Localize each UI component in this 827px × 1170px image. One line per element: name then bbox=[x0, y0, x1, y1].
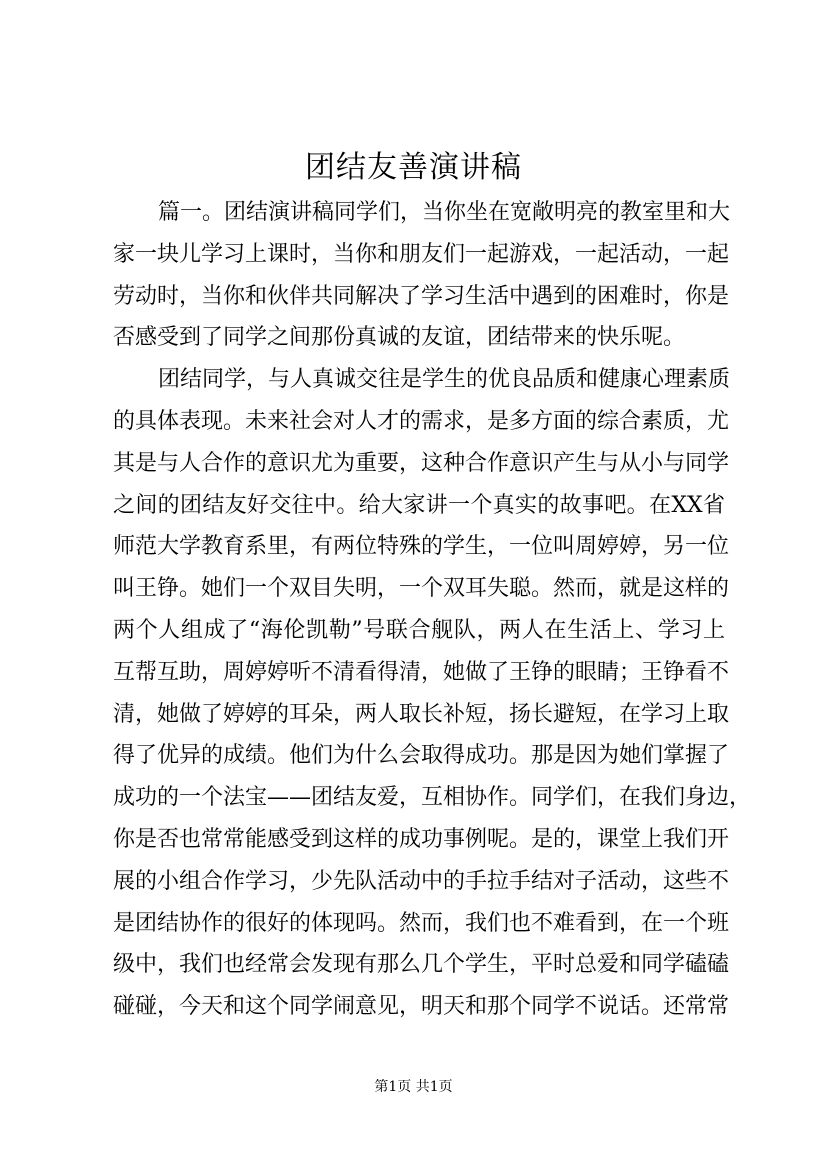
text-line: 劳动时，当你和伙伴共同解决了学习生活中遇到的困难时，你是 bbox=[113, 283, 730, 309]
page-footer: 第1页 共1页 bbox=[374, 1079, 453, 1095]
text-line: 得了优异的成绩。他们为什么会取得成功。那是因为她们掌握了 bbox=[113, 743, 730, 769]
text-line: 之间的团结友好交往中。给大家讲一个真实的故事吧。在XX省 bbox=[113, 492, 725, 518]
text-line: 师范大学教育系里，有两位特殊的学生，一位叫周婷婷，另一位 bbox=[113, 534, 730, 560]
text-line: 展的小组合作学习，少先队活动中的手拉手结对子活动，这些不 bbox=[113, 868, 730, 894]
text-line: 碰碰，今天和这个同学闹意见，明天和那个同学不说话。还常常 bbox=[113, 994, 730, 1020]
text-line: 团结同学，与人真诚交往是学生的优良品质和健康心理素质 bbox=[158, 367, 731, 393]
text-line: 你是否也常常能感受到这样的成功事例呢。是的，课堂上我们开 bbox=[113, 826, 730, 852]
text-line: 两个人组成了“海伦凯勒”号联合舰队，两人在生活上、学习上 bbox=[113, 617, 725, 643]
text-line: 其是与人合作的意识尤为重要，这种合作意识产生与从小与同学 bbox=[113, 450, 730, 476]
text-line: 清，她做了婷婷的耳朵，两人取长补短，扬长避短，在学习上取 bbox=[113, 701, 730, 727]
text-line: 互帮互助，周婷婷听不清看得清，她做了王铮的眼睛；王铮看不 bbox=[113, 659, 730, 685]
text-line: 的具体表现。未来社会对人才的需求，是多方面的综合素质，尤 bbox=[113, 408, 730, 434]
text-line: 是团结协作的很好的体现吗。然而，我们也不难看到，在一个班 bbox=[113, 910, 730, 936]
text-line: 级中，我们也经常会发现有那么几个学生，平时总爱和同学磕磕 bbox=[113, 952, 730, 978]
text-line: 家一块儿学习上课时，当你和朋友们一起游戏，一起活动，一起 bbox=[113, 241, 730, 267]
text-line: 篇一。团结演讲稿同学们，当你坐在宽敞明亮的教室里和大 bbox=[158, 200, 731, 225]
document-body bbox=[113, 192, 752, 1028]
document-title: 团结友善演讲稿 bbox=[305, 150, 522, 185]
text-line: 否感受到了同学之间那份真诚的友谊，团结带来的快乐呢。 bbox=[113, 325, 686, 351]
text-line: 叫王铮。她们一个双目失明，一个双耳失聪。然而，就是这样的 bbox=[113, 576, 730, 602]
text-line: 成功的一个法宝——团结友爱，互相协作。同学们，在我们身边， bbox=[113, 785, 752, 811]
